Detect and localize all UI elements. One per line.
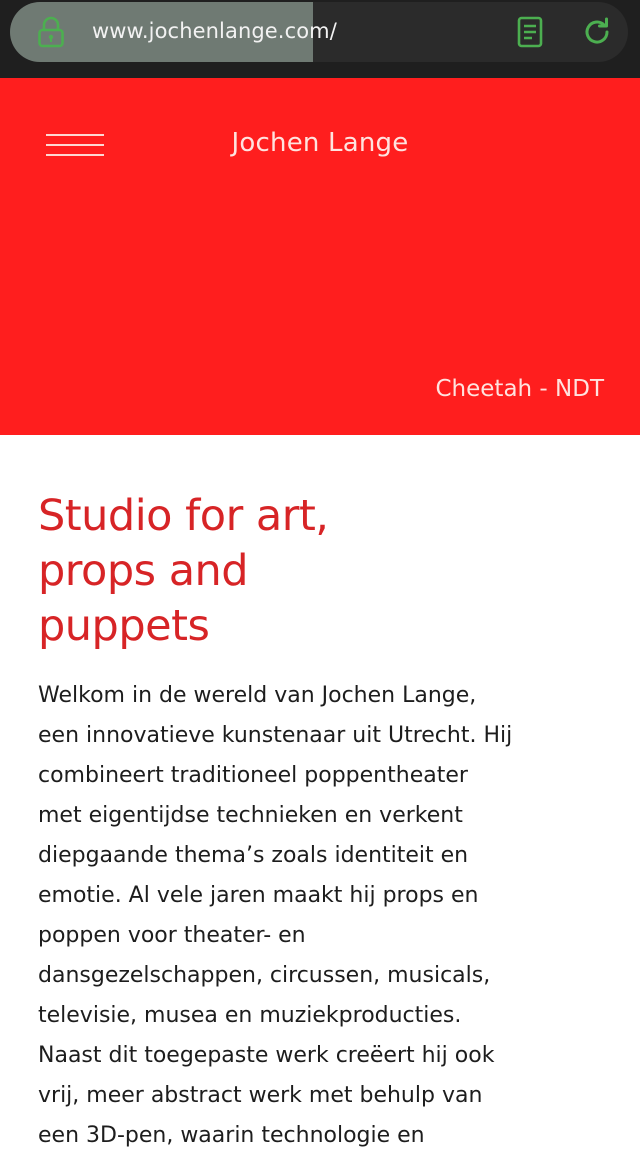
- hero-caption[interactable]: Cheetah - NDT: [435, 376, 604, 402]
- heading-line: puppets: [38, 601, 210, 651]
- intro-line: combineert traditioneel poppentheater: [38, 763, 468, 788]
- intro-line: een 3D-pen, waarin technologie en: [38, 1123, 425, 1148]
- address-bar[interactable]: [10, 2, 628, 62]
- intro-line: Naast dit toegepaste werk creëert hij ook: [38, 1043, 495, 1068]
- heading-line: Studio for art,: [38, 491, 329, 541]
- intro-paragraph: [38, 676, 606, 1156]
- intro-line: Welkom in de wereld van Jochen Lange,: [38, 683, 477, 708]
- main-content: [0, 435, 640, 1148]
- intro-line: televisie, musea en muziekproducties.: [38, 1003, 462, 1028]
- intro-line: emotie. Al vele jaren maakt hij props en: [38, 883, 479, 908]
- page-heading: [38, 489, 598, 654]
- intro-line: vrij, meer abstract werk met behulp van: [38, 1083, 483, 1108]
- reader-mode-icon[interactable]: [516, 16, 544, 48]
- reload-icon[interactable]: [580, 15, 614, 49]
- intro-line: diepgaande thema’s zoals identiteit en: [38, 843, 469, 868]
- site-title[interactable]: Jochen Lange: [231, 128, 409, 158]
- lock-icon[interactable]: [36, 16, 66, 48]
- heading-line: props and: [38, 546, 249, 596]
- hero-banner: [0, 78, 640, 435]
- intro-line: een innovatieve kunstenaar uit Utrecht. Hij: [38, 723, 513, 748]
- intro-line: met eigentijdse technieken en verkent: [38, 803, 463, 828]
- browser-toolbar: [0, 0, 640, 78]
- intro-line: poppen voor theater- en: [38, 923, 306, 948]
- url-text[interactable]: www.jochenlange.com/: [92, 19, 337, 43]
- intro-line: dansgezelschappen, circussen, musicals,: [38, 963, 491, 988]
